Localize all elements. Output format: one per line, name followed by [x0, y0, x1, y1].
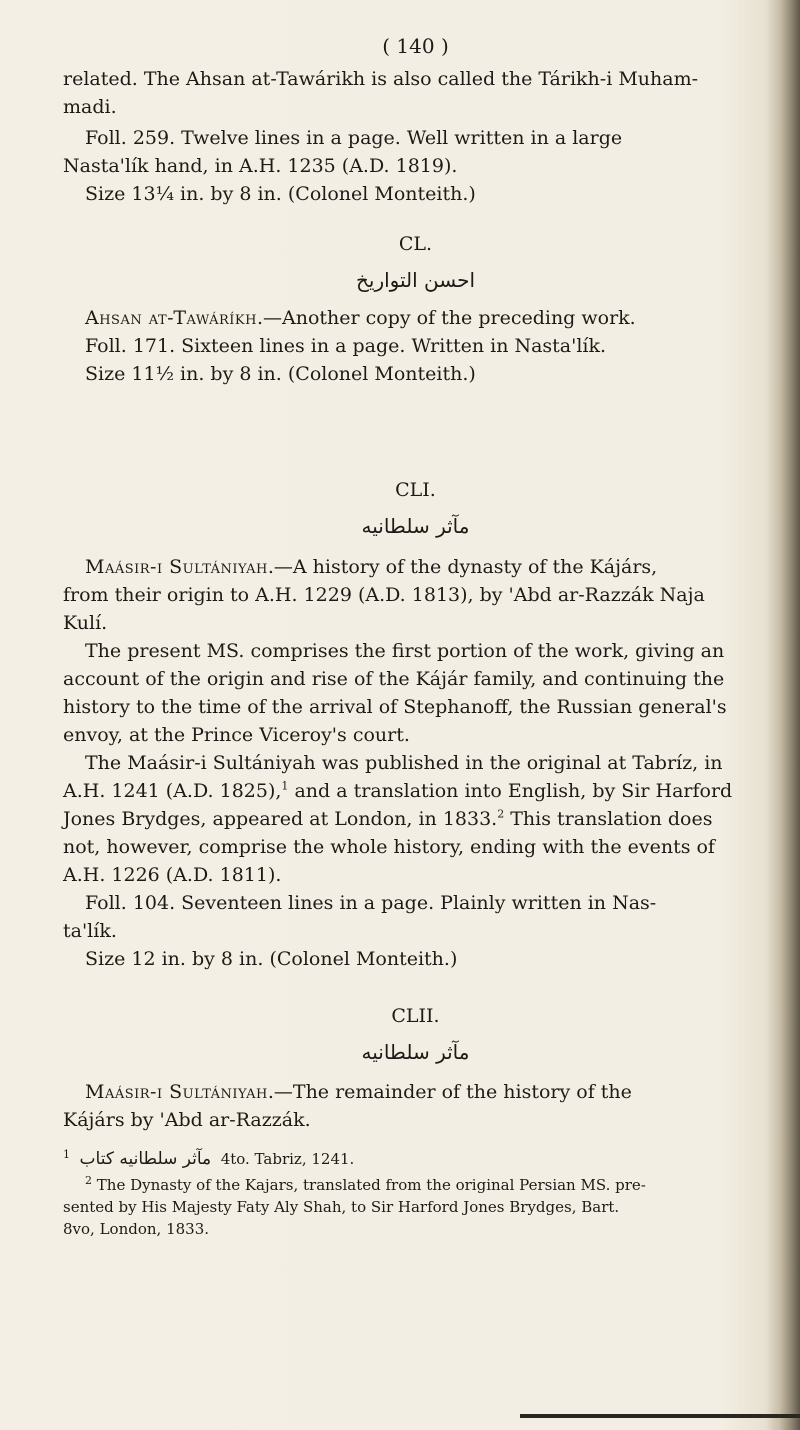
- entry-title: Maásir-i Sultániyah: [85, 1081, 268, 1103]
- page-number: ( 140 ): [382, 34, 449, 58]
- text-line: Kájárs by 'Abd ar-Razzák.: [63, 1109, 311, 1131]
- footnote-mark: 1: [63, 1148, 70, 1161]
- text-line: history to the time of the arrival of Stephanoff, the Russian general's: [63, 696, 727, 718]
- text-line: related. The Ahsan at-Tawárikh is also called the Tárikh-i Muham-: [63, 68, 699, 90]
- intro-paragraph: [63, 65, 768, 121]
- page-edge-shadow: [766, 0, 800, 1430]
- entry-heading: [63, 553, 768, 581]
- entry-cl: [63, 304, 768, 388]
- persian-title-clii: مآثر سلطانيه: [361, 1040, 470, 1064]
- entry-number-cl: CL.: [398, 233, 433, 255]
- text-line: [63, 805, 768, 833]
- footnote-text-line: 8vo, London, 1833.: [63, 1220, 210, 1238]
- entry-description: .—The remainder of the history of the: [267, 1081, 632, 1103]
- footnote-persian: مآثر سلطانيه كتاب: [79, 1149, 212, 1169]
- text-line: Size 13¼ in. by 8 in. (Colonel Monteith.): [85, 183, 476, 205]
- entry-number-cli: CLI.: [395, 479, 436, 501]
- text-line: A.H. 1226 (A.D. 1811).: [63, 864, 282, 886]
- footnote-text-line: sented by His Majesty Faty Aly Shah, to Sir Harford Jones Brydges, Bart.: [63, 1198, 620, 1216]
- entry-description: .—Another copy of the preceding work.: [256, 307, 636, 329]
- text-line: The Maásir-i Sultániyah was published in the original at Tabríz, in: [85, 752, 723, 774]
- text-line: Foll. 171. Sixteen lines in a page. Written in Nasta'lík.: [85, 335, 607, 357]
- entry-folios: [63, 124, 768, 208]
- entry-cli: [63, 553, 768, 973]
- entry-title: Maásir-i Sultániyah: [85, 556, 268, 578]
- text-line: from their origin to A.H. 1229 (A.D. 1813), by 'Abd ar-Razzák Naja: [63, 584, 705, 606]
- text-line: Size 11½ in. by 8 in. (Colonel Monteith.): [85, 363, 476, 385]
- footnote-text: The Dynasty of the Kajars, translated from the original Persian MS. pre-: [96, 1176, 646, 1194]
- persian-title-cl: احسن التواريخ: [355, 268, 476, 292]
- text-line: account of the origin and rise of the Kájár family, and continuing the: [63, 668, 725, 690]
- footnote-text: 4to. Tabriz, 1241.: [220, 1150, 355, 1168]
- footnote-ref: 2: [497, 807, 505, 821]
- text-line: Foll. 259. Twelve lines in a page. Well written in a large: [85, 127, 623, 149]
- entry-description: .—A history of the dynasty of the Kájárs,: [267, 556, 658, 578]
- text-line: not, however, comprise the whole history, ending with the events of: [63, 836, 715, 858]
- footnote-1: [63, 1148, 768, 1170]
- entry-heading: [63, 304, 768, 332]
- text-line: Size 12 in. by 8 in. (Colonel Monteith.): [85, 948, 458, 970]
- bottom-rule: [520, 1414, 800, 1418]
- footnote-2: [63, 1174, 768, 1196]
- text-span: Jones Brydges, appeared at London, in 1833.: [63, 808, 498, 830]
- text-line: Foll. 104. Seventeen lines in a page. Plainly written in Nas-: [85, 892, 657, 914]
- entry-number-clii: CLII.: [391, 1005, 440, 1027]
- text-line: madi.: [63, 96, 117, 118]
- text-line: envoy, at the Prince Viceroy's court.: [63, 724, 410, 746]
- footnote-ref: 1: [281, 779, 289, 793]
- footnote-mark: 2: [85, 1174, 92, 1187]
- text-line: ta'lík.: [63, 920, 117, 942]
- text-span: This translation does: [504, 808, 713, 830]
- text-line: The present MS. comprises the first portion of the work, giving an: [85, 640, 725, 662]
- entry-clii: [63, 1078, 768, 1134]
- entry-title: Ahsan at-Tawáríkh: [85, 307, 257, 329]
- entry-heading: [63, 1078, 768, 1106]
- text-line: Nasta'lík hand, in A.H. 1235 (A.D. 1819).: [63, 155, 458, 177]
- text-line: [63, 777, 768, 805]
- text-line: Kulí.: [63, 612, 108, 634]
- text-span: and a translation into English, by Sir Harford: [288, 780, 733, 802]
- footnotes: [63, 1148, 768, 1240]
- text-span: A.H. 1241 (A.D. 1825),: [63, 780, 282, 802]
- persian-title-cli: مآثر سلطانيه: [361, 514, 470, 538]
